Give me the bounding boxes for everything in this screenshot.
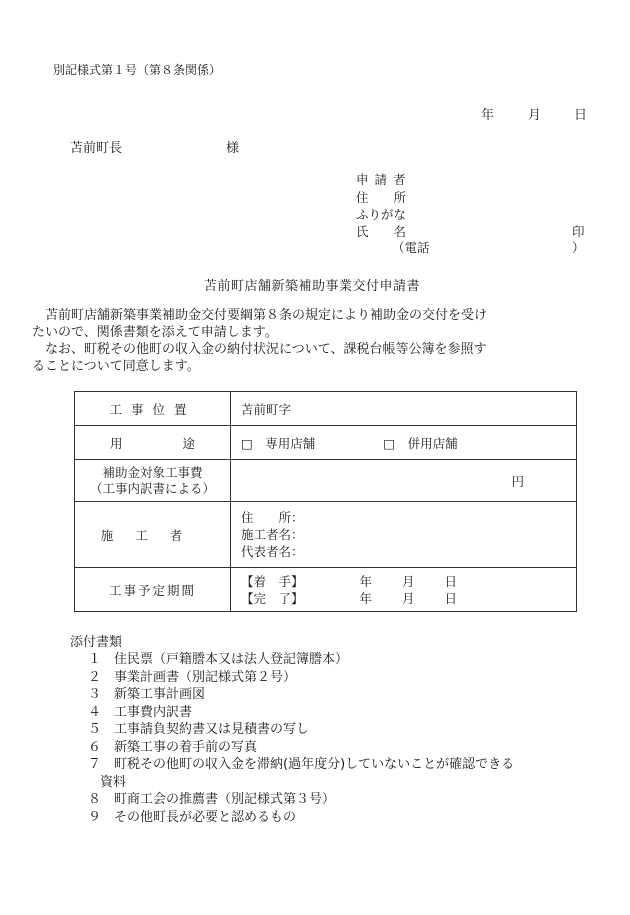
use-value-cell (231, 426, 577, 460)
use-option-combined-store: □ 併用店舗 (383, 435, 458, 451)
period-label-cell (75, 568, 231, 612)
use-option-dedicated-store: □ 専用店舗 (241, 435, 316, 451)
period-end-year: 年 (359, 590, 373, 606)
period-end-row (241, 590, 576, 607)
attachment-item: ９ その他町長が必要と認めるもの (88, 809, 297, 825)
date-year-label: 年 (481, 108, 495, 123)
contractor-name-label: 施工者名： (241, 527, 304, 542)
period-start-month: 月 (402, 573, 415, 589)
document-title: 苫前町店舗新築補助事業交付申請書 (204, 279, 421, 294)
table-row-period (75, 568, 577, 612)
body-paragraph-1-line-2: たいので、関係書類を添えて申請します。 (32, 325, 278, 340)
attachment-item: ２ 事業計画書（別記様式第２号） (88, 669, 297, 685)
period-end-day: 日 (444, 590, 458, 606)
table-row-location (75, 392, 577, 426)
contractor-label: 施工者 (100, 527, 205, 543)
use-label: 用途 (109, 435, 255, 451)
use-label-cell (75, 426, 255, 460)
location-label: 工事位置 (109, 401, 196, 417)
applicant-address-label: 住 所 (356, 190, 407, 205)
attachment-item: ８ 町商工会の推薦書（別記様式第３号） (88, 792, 336, 807)
period-start-day: 日 (444, 573, 458, 589)
attachments-list (88, 651, 514, 826)
application-table (74, 391, 577, 612)
body-paragraph-2 (32, 341, 607, 375)
period-end-label: 【完 了】 (241, 590, 304, 606)
applicant-name-label: 氏 名 (356, 224, 407, 239)
cost-label-cell (75, 460, 231, 502)
form-number-label: 別記様式第１号（第８条関係） (53, 63, 222, 77)
date-month-label: 月 (528, 108, 542, 123)
body-paragraph-2-line-2: ることについて同意します。 (32, 359, 200, 374)
attachments-heading: 添付書類 (70, 635, 123, 650)
period-label: 工事予定期間 (108, 582, 196, 598)
date-day-label: 日 (574, 108, 588, 123)
attachment-item: １ 住民票（戸籍謄本又は法人登記簿謄本） (88, 652, 349, 667)
attachment-item: ６ 新築工事の着手前の写真 (88, 739, 258, 755)
applicant-heading: 申請者 (356, 172, 412, 187)
applicant-phone-close: ） (572, 240, 585, 255)
table-row-contractor (75, 502, 577, 568)
contractor-label-cell (75, 502, 231, 568)
body-paragraph-2-line-1: なお、町税その他町の収入金の納付状況について、課税台帳等公簿を参照す (45, 342, 487, 357)
addressee-honorific: 様 (226, 141, 240, 156)
period-value-cell (231, 568, 577, 612)
body-paragraph-1 (32, 307, 607, 341)
period-end-month: 月 (402, 590, 415, 606)
cost-unit: 円 (511, 473, 524, 489)
attachment-item: ５ 工事請負契約書又は見積書の写し (88, 722, 310, 737)
period-start-row (241, 573, 576, 590)
seal-mark: 印 (572, 224, 585, 239)
applicant-furigana-label: ふりがな (356, 207, 407, 222)
table-row-cost (75, 460, 577, 502)
cost-label-line-2: （工事内訳書による） (89, 480, 215, 496)
attachment-item-continuation: 資料 (100, 774, 127, 790)
location-label-cell (75, 392, 231, 426)
table-row-use (75, 426, 577, 460)
cost-value-cell (231, 460, 577, 502)
attachment-item: ３ 新築工事計画図 (88, 687, 206, 702)
attachment-item: ４ 工事費内訳書 (88, 704, 193, 720)
period-start-label: 【着 手】 (241, 573, 304, 589)
attachment-item: ７ 町税その他町の収入金を滞納(過年度分)していないことが確認できる (88, 757, 515, 772)
applicant-phone-label: （電話 (392, 240, 430, 255)
contractor-value-cell (231, 502, 577, 568)
addressee-name: 苫前町長 (70, 141, 123, 156)
body-paragraph-1-line-1: 苫前町店舗新築事業補助金交付要綱第８条の規定により補助金の交付を受け (45, 308, 488, 323)
location-value: 苫前町字 (231, 392, 577, 426)
cost-label-line-1: 補助金対象工事費 (102, 464, 203, 480)
contractor-address-label: 住 所： (241, 510, 304, 525)
contractor-representative-label: 代表者名： (241, 544, 304, 559)
period-start-year: 年 (359, 573, 373, 589)
